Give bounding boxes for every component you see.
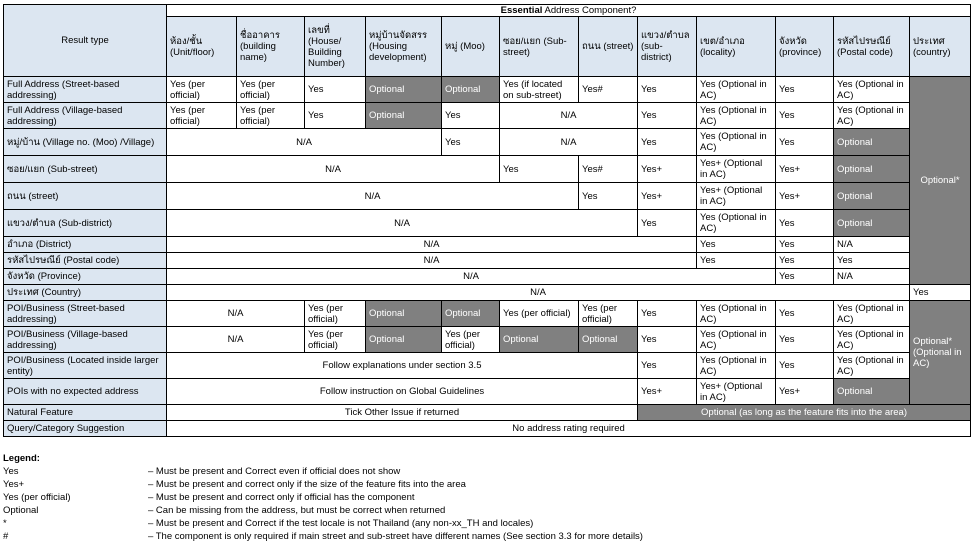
legend-item (3, 491, 963, 504)
table-cell: Yes (776, 103, 834, 129)
table-cell: Yes (Optional in AC) (834, 77, 910, 103)
table-row (4, 301, 971, 327)
table-cell: Optional (as long as the feature fits into the area) (638, 405, 971, 421)
table-cell: Yes+ (638, 183, 697, 210)
table-cell: No address rating required (167, 421, 971, 437)
table-row (4, 405, 971, 421)
table-cell: Yes (Optional in AC) (697, 129, 776, 156)
table-cell: Yes (776, 327, 834, 353)
row-label: POIs with no expected address (4, 379, 167, 405)
table-cell: N/A (834, 237, 910, 253)
legend-key: Optional (3, 505, 39, 516)
row-label: หมู่/บ้าน (Village no. (Moo) /Village) (4, 129, 167, 156)
table-cell: N/A (500, 129, 638, 156)
col-header-country: ประเทศ (country) (910, 17, 971, 77)
table-cell: Yes (638, 210, 697, 237)
row-label: จังหวัด (Province) (4, 269, 167, 285)
row-label: ซอย/แยก (Sub-street) (4, 156, 167, 183)
table-cell: Yes (500, 156, 579, 183)
table-cell: N/A (167, 301, 305, 327)
table-cell: Yes (per official) (237, 103, 305, 129)
table-cell: Yes (697, 253, 776, 269)
legend-key: * (3, 518, 7, 529)
table-cell: N/A (167, 269, 776, 285)
row-label: ประเทศ (Country) (4, 285, 167, 301)
table-cell: Optional (500, 327, 579, 353)
table-cell: Yes+ (Optional in AC) (697, 183, 776, 210)
table-cell: Yes (305, 103, 366, 129)
legend-item (3, 504, 963, 517)
table-row (4, 253, 971, 269)
table-cell: Optional (834, 183, 910, 210)
legend-key: # (3, 531, 9, 542)
table-cell: Yes+ (638, 379, 697, 405)
legend-key: Yes+ (3, 479, 25, 490)
table-cell: Yes (Optional in AC) (697, 210, 776, 237)
country-poi-cell: Optional* (Optional in AC) (910, 301, 971, 405)
table-cell: Yes (per official) (579, 301, 638, 327)
legend (3, 452, 963, 543)
col-header-moo: หมู่ (Moo) (442, 17, 500, 77)
table-cell: N/A (167, 285, 910, 301)
table-row (4, 156, 971, 183)
table-cell: N/A (167, 327, 305, 353)
legend-desc: – Must be present and correct only if the size of the feature fits into the area (148, 479, 466, 490)
table-cell: Optional (366, 103, 442, 129)
table-cell: Yes (776, 301, 834, 327)
table-cell: Yes (697, 237, 776, 253)
row-label: POI/Business (Street-based addressing) (4, 301, 167, 327)
table-cell: Yes (per official) (167, 103, 237, 129)
table-cell: Optional (442, 77, 500, 103)
table-cell: Yes+ (776, 156, 834, 183)
table-row (4, 421, 971, 437)
table-cell: Yes+ (776, 379, 834, 405)
table-cell: Yes (442, 129, 500, 156)
table-cell: N/A (167, 253, 697, 269)
legend-item (3, 478, 963, 491)
col-header-sub-street: ซอย/แยก (Sub-street) (500, 17, 579, 77)
table-cell: Yes (638, 301, 697, 327)
table-cell: N/A (167, 237, 697, 253)
table-cell: Optional (579, 327, 638, 353)
table-cell: Yes (910, 285, 971, 301)
legend-desc: – Must be present and correct only if official has the component (148, 492, 415, 503)
col-header-postal-code: รหัสไปรษณีย์ (Postal code) (834, 17, 910, 77)
table-cell: Yes (776, 253, 834, 269)
table-cell: N/A (500, 103, 638, 129)
table-row (4, 77, 971, 103)
table-row (4, 103, 971, 129)
table-cell: Yes (Optional in AC) (697, 77, 776, 103)
table-cell: Yes (638, 129, 697, 156)
table-cell: N/A (834, 269, 910, 285)
table-cell: Optional (834, 210, 910, 237)
table-row (4, 237, 971, 253)
col-header-unit: ห้อง/ชั้น (Unit/floor) (167, 17, 237, 77)
table-row (4, 327, 971, 353)
table-cell: Yes (776, 129, 834, 156)
table-cell: Yes (per official) (305, 301, 366, 327)
table-cell: Yes (776, 353, 834, 379)
table-cell: Yes (Optional in AC) (834, 327, 910, 353)
row-label: Full Address (Village-based addressing) (4, 103, 167, 129)
table-cell: Yes+ (Optional in AC) (697, 156, 776, 183)
row-label: ถนน (street) (4, 183, 167, 210)
table-cell: Optional (834, 156, 910, 183)
table-cell: Yes (Optional in AC) (834, 353, 910, 379)
col-header-locality: เขต/อำเภอ (locality) (697, 17, 776, 77)
table-row (4, 210, 971, 237)
table-cell: Yes (if located on sub-street) (500, 77, 579, 103)
table-cell: Yes+ (Optional in AC) (697, 379, 776, 405)
address-component-table (3, 4, 971, 437)
legend-desc: – The component is only required if main street and sub-street have different names (See section 3.3 for more details) (148, 531, 643, 542)
table-cell: Optional (834, 129, 910, 156)
table-cell: Yes (776, 210, 834, 237)
row-label: แขวง/ตำบล (Sub-district) (4, 210, 167, 237)
legend-key: Yes (3, 466, 19, 477)
table-cell: Yes (Optional in AC) (697, 353, 776, 379)
col-header-province: จังหวัด (province) (776, 17, 834, 77)
row-label: Full Address (Street-based addressing) (4, 77, 167, 103)
legend-title: Legend: (3, 453, 40, 464)
table-cell: Yes (776, 77, 834, 103)
legend-item (3, 517, 963, 530)
legend-item (3, 530, 963, 543)
legend-desc: – Must be present and Correct if the test locale is not Thailand (any non-xx_TH and locales) (148, 518, 534, 529)
table-cell: Yes (Optional in AC) (834, 103, 910, 129)
table-cell: Yes (579, 183, 638, 210)
table-row (4, 269, 971, 285)
essential-header: Essential Address Component? (167, 5, 971, 17)
table-cell: N/A (167, 129, 442, 156)
table-cell: Yes (Optional in AC) (697, 301, 776, 327)
table-cell: Yes (776, 269, 834, 285)
table-cell: Yes (305, 77, 366, 103)
row-label: POI/Business (Village-based addressing) (4, 327, 167, 353)
row-label: POI/Business (Located inside larger entity) (4, 353, 167, 379)
table-cell: Yes (per official) (500, 301, 579, 327)
row-label: รหัสไปรษณีย์ (Postal code) (4, 253, 167, 269)
table-cell: Follow explanations under section 3.5 (167, 353, 638, 379)
table-cell: N/A (167, 183, 579, 210)
table-cell: Yes (638, 327, 697, 353)
legend-desc: – Must be present and Correct even if official does not show (148, 466, 401, 477)
table-cell: Yes (834, 253, 910, 269)
table-cell: Yes (638, 77, 697, 103)
col-header-street: ถนน (street) (579, 17, 638, 77)
country-optional-cell: Optional* (910, 77, 971, 285)
legend-key: Yes (per official) (3, 492, 71, 503)
legend-desc: – Can be missing from the address, but must be correct when returned (148, 505, 446, 516)
col-header-sub-district: แขวง/ตำบล (sub-district) (638, 17, 697, 77)
table-cell: Optional (834, 379, 910, 405)
table-cell: Optional (442, 301, 500, 327)
table-cell: Yes+ (638, 156, 697, 183)
table-cell: Optional (366, 327, 442, 353)
table-cell: Yes (442, 103, 500, 129)
table-cell: Yes# (579, 156, 638, 183)
table-row (4, 183, 971, 210)
col-header-house-number: เลขที่ (House/ Building Number) (305, 17, 366, 77)
table-cell: Yes (638, 103, 697, 129)
legend-item (3, 465, 963, 478)
table-cell: Follow instruction on Global Guidelines (167, 379, 638, 405)
table-cell: N/A (167, 156, 500, 183)
table-row (4, 353, 971, 379)
col-header-housing-development: หมู่บ้านจัดสรร (Housing development) (366, 17, 442, 77)
result-type-header: Result type (4, 5, 167, 77)
table-row (4, 129, 971, 156)
table-cell: Tick Other Issue if returned (167, 405, 638, 421)
table-cell: Yes# (579, 77, 638, 103)
table-cell: Yes (638, 353, 697, 379)
table-cell: Yes (per official) (442, 327, 500, 353)
table-cell: Yes (776, 237, 834, 253)
table-row (4, 379, 971, 405)
table-cell: N/A (167, 210, 638, 237)
table-cell: Yes (per official) (167, 77, 237, 103)
row-label: Query/Category Suggestion (4, 421, 167, 437)
table-cell: Yes (per official) (305, 327, 366, 353)
col-header-building: ชื่ออาคาร (building name) (237, 17, 305, 77)
table-cell: Yes (Optional in AC) (697, 103, 776, 129)
table-cell: Yes (per official) (237, 77, 305, 103)
table-cell: Optional (366, 301, 442, 327)
table-row (4, 285, 971, 301)
row-label: อำเภอ (District) (4, 237, 167, 253)
table-cell: Optional (366, 77, 442, 103)
table-cell: Yes (Optional in AC) (834, 301, 910, 327)
table-cell: Yes+ (776, 183, 834, 210)
row-label: Natural Feature (4, 405, 167, 421)
table-cell: Yes (Optional in AC) (697, 327, 776, 353)
